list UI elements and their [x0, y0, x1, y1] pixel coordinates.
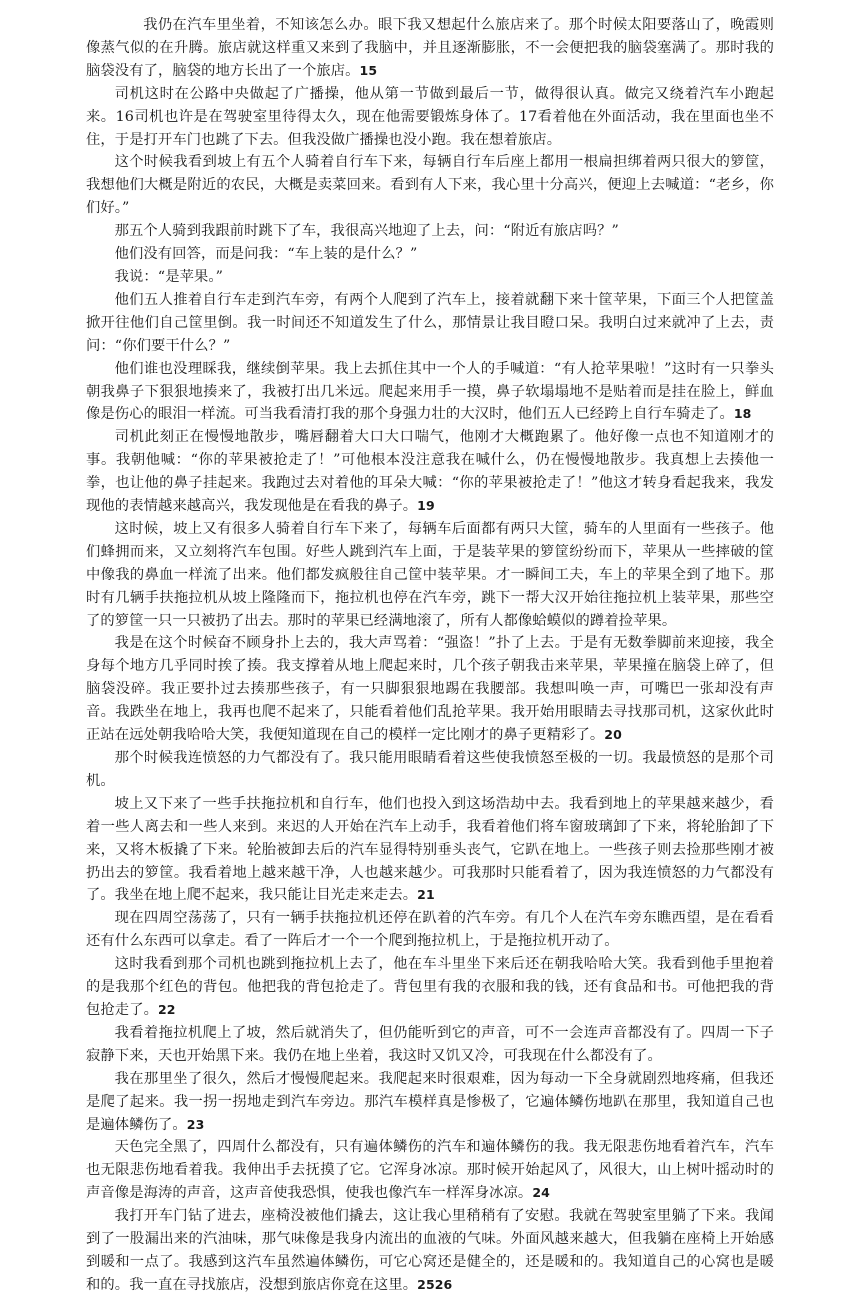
paragraph: 司机这时在公路中央做起了广播操，他从第一节做到最后一节，做得很认真。做完又绕着汽车小跑起来。16司机也许是在驾驶室里待得太久，现在他需要锻炼身体了。17看着他在外面活动，我在里面也坐不住，于是打开车门也跳了下去。但我没做广播操也没小跑。我在想着旅店。 [86, 85, 774, 148]
paragraph: 司机此刻正在慢慢地散步，嘴唇翻着大口大口喘气，他刚才大概跑累了。他好像一点也不知道刚才的事。我朝他喊：“你的苹果被抢走了！”可他根本没注意我在喊什么，仍在慢慢地散步。我真想上去揍他一拳，也让他的鼻子挂起来。我跑过去对着他的耳朵大喊：“你的苹果被抢走了！”他这才转身看起我来，我发现他的表情越来越高兴，我发现他是在看我的鼻子。19 [86, 429, 774, 515]
paragraph: 他们谁也没理睬我，继续倒苹果。我上去抓住其中一个人的手喊道：“有人抢苹果啦！”这时有一只拳头朝我鼻子下狠狠地揍来了，我被打出几米远。爬起来用手一摸，鼻子软塌塌地不是贴着而是挂在脸上，鲜血像是伤心的眼泪一样流。可当我看清打我的那个身强力壮的大汉时，他们五人已经跨上自行车骑走了。18 [86, 360, 774, 423]
paragraph: 我在那里坐了很久，然后才慢慢爬起来。我爬起来时很艰难，因为每动一下全身就剧烈地疼痛，但我还是爬了起来。我一拐一拐地走到汽车旁边。那汽车模样真是惨极了，它遍体鳞伤地趴在那里，我知道自己也是遍体鳞伤了。23 [86, 1070, 774, 1133]
footnote-marker: 23 [186, 1116, 205, 1132]
paragraph: 天色完全黑了，四周什么都没有，只有遍体鳞伤的汽车和遍体鳞伤的我。我无限悲伤地看着汽车，汽车也无限悲伤地看着我。我伸出手去抚摸了它。它浑身冰凉。那时候开始起风了，风很大，山上树叶摇动时的声音像是海涛的声音，这声音使我恐惧，使我也像汽车一样浑身冰凉。24 [86, 1139, 774, 1202]
footnote-marker: 20 [604, 727, 622, 743]
paragraph: 那个时候我连愤怒的力气都没有了。我只能用眼睛看着这些使我愤怒至极的一切。我最愤怒的是那个司机。 [86, 750, 774, 789]
footnote-marker: 24 [532, 1185, 550, 1201]
footnote-marker: 18 [733, 406, 752, 422]
footnote-marker: 21 [417, 887, 435, 903]
footnote-marker: 15 [359, 62, 378, 78]
footnote-marker: 22 [157, 1001, 176, 1017]
paragraph: 这时候，坡上又有很多人骑着自行车下来了，每辆车后面都有两只大筐，骑车的人里面有一些孩子。他们蜂拥而来，又立刻将汽车包围。好些人跳到汽车上面，于是装苹果的箩筐纷纷而下，苹果从一些摔破的筐中像我的鼻血一样流了出来。他们都发疯般往自己筐中装苹果。才一瞬间工夫，车上的苹果全到了地下。那时有几辆手扶拖拉机从坡上隆隆而下，拖拉机也停在汽车旁，跳下一帮大汉开始往拖拉机上装苹果，那些空了的箩筐一只一只被扔了出去。那时的苹果已经满地滚了，所有人都像蛤蟆似的蹲着捡苹果。 [86, 520, 774, 629]
paragraph: 我打开车门钻了进去，座椅没被他们撬去，这让我心里稍稍有了安慰。我就在驾驶室里躺了下来。我闻到了一股漏出来的汽油味，那气味像是我身内流出的血液的气味。外面风越来越大，但我躺在座椅上开始感到暖和一点了。我感到这汽车虽然遍体鳞伤，可它心窝还是健全的，还是暖和的。我知道自己的心窝也是暖和的。我一直在寻找旅店，没想到旅店你竟在这里。2526 [86, 1208, 774, 1293]
paragraph: 我仍在汽车里坐着，不知该怎么办。眼下我又想起什么旅店来了。那个时候太阳要落山了，晚霞则像蒸气似的在升腾。旅店就这样重又来到了我脑中，并且逐渐膨胀，不一会便把我的脑袋塞满了。那时我的脑袋没有了，脑袋的地方长出了一个旅店。15 [86, 17, 774, 79]
paragraph: 这时我看到那个司机也跳到拖拉机上去了，他在车斗里坐下来后还在朝我哈哈大笑。我看到他手里抱着的是我那个红色的背包。他把我的背包抢走了。背包里有我的衣服和我的钱，还有食品和书。可他把我的背包抢走了。22 [86, 956, 774, 1018]
paragraph: 我看着拖拉机爬上了坡，然后就消失了，但仍能听到它的声音，可不一会连声音都没有了。四周一下子寂静下来，天也开始黑下来。我仍在地上坐着，我这时又饥又冷，可我现在什么都没有了。 [86, 1024, 774, 1064]
paragraph: 我是在这个时候奋不顾身扑上去的，我大声骂着：“强盗！”扑了上去。于是有无数拳脚前来迎接，我全身每个地方几乎同时挨了揍。我支撑着从地上爬起来时，几个孩子朝我击来苹果，苹果撞在脑袋上碎了，但脑袋没碎。我正要扑过去揍那些孩子，有一只脚狠狠地踢在我腰部。我想叫唤一声，可嘴巴一张却没有声音。我跌坐在地上，我再也爬不起来了，只能看着他们乱抢苹果。我开始用眼睛去寻找那司机，这家伙此时正站在远处朝我哈哈大笑，我便知道现在自己的模样一定比刚才的鼻子更精彩了。20 [86, 635, 774, 744]
paragraph: 现在四周空荡荡了，只有一辆手扶拖拉机还停在趴着的汽车旁。有几个人在汽车旁东瞧西望，是在看看还有什么东西可以拿走。看了一阵后才一个一个爬到拖拉机上，于是拖拉机开动了。 [86, 910, 774, 950]
paragraph: 这个时候我看到坡上有五个人骑着自行车下来，每辆自行车后座上都用一根扁担绑着两只很大的箩筐，我想他们大概是附近的农民，大概是卖菜回来。看到有人下来，我心里十分高兴，便迎上去喊道：“老乡，你们好。” [86, 154, 774, 217]
footnote-marker: 19 [417, 498, 435, 514]
paragraph: 他们没有回答，而是问我：“车上装的是什么？” [114, 246, 418, 263]
footnote-marker: 2526 [417, 1276, 453, 1292]
paragraph: 他们五人推着自行车走到汽车旁，有两个人爬到了汽车上，接着就翻下来十筐苹果，下面三个人把筐盖掀开往他们自己筐里倒。我一时间还不知道发生了什么，那情景让我目瞪口呆。我明白过来就冲了上去，责问：“你们要干什么？” [86, 291, 774, 354]
paragraph: 我说：“是苹果。” [114, 268, 224, 285]
paragraph: 那五个人骑到我跟前时跳下了车，我很高兴地迎了上去，问：“附近有旅店吗？” [114, 223, 619, 240]
paragraph: 坡上又下来了一些手扶拖拉机和自行车，他们也投入到这场浩劫中去。我看到地上的苹果越来越少，看着一些人离去和一些人来到。来迟的人开始在汽车上动手，我看着他们将车窗玻璃卸了下来，将轮胎卸了下来，又将木板撬了下来。轮胎被卸去后的汽车显得特别垂头丧气，它趴在地上。一些孩子则去捡那些刚才被扔出去的箩筐。我看着地上越来越干净，人也越来越少。可我那时只能看着了，因为我连愤怒的力气都没有了。我坐在地上爬不起来，我只能让目光走来走去。21 [86, 795, 774, 904]
